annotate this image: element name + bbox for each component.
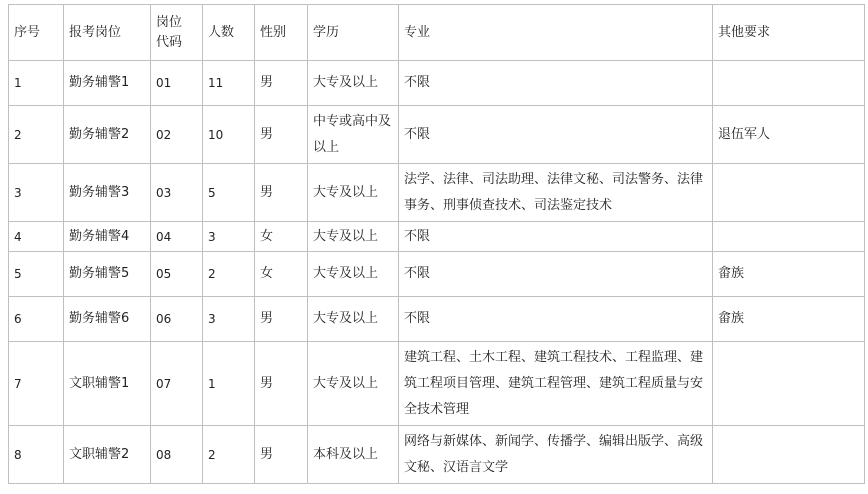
cell-count: 10 [203,106,255,164]
cell-count: 11 [203,61,255,106]
table-row [9,252,865,297]
header-cell-education: 学历 [308,5,399,61]
table-row [9,426,865,484]
cell-major: 不限 [399,61,713,106]
cell-index: 3 [9,164,64,222]
cell-position: 勤务辅警5 [64,252,151,297]
cell-position: 文职辅警1 [64,342,151,426]
cell-index: 6 [9,297,64,342]
cell-gender: 女 [255,222,308,252]
cell-gender: 男 [255,426,308,484]
table-row [9,342,865,426]
cell-education: 大专及以上 [308,342,399,426]
cell-education: 大专及以上 [308,222,399,252]
cell-code: 04 [151,222,203,252]
header-cell-major: 专业 [399,5,713,61]
cell-position: 勤务辅警3 [64,164,151,222]
cell-index: 5 [9,252,64,297]
cell-code: 05 [151,252,203,297]
cell-count: 2 [203,426,255,484]
header-cell-count: 人数 [203,5,255,61]
table-container [8,4,865,484]
cell-code: 03 [151,164,203,222]
header-cell-code: 岗位 代码 [151,5,203,61]
cell-major: 不限 [399,252,713,297]
cell-count: 3 [203,297,255,342]
cell-count: 2 [203,252,255,297]
header-cell-index: 序号 [9,5,64,61]
cell-position: 勤务辅警2 [64,106,151,164]
cell-other [713,342,865,426]
cell-other [713,222,865,252]
cell-other [713,61,865,106]
cell-index: 8 [9,426,64,484]
cell-education: 大专及以上 [308,297,399,342]
table-row [9,106,865,164]
cell-position: 勤务辅警4 [64,222,151,252]
cell-count: 1 [203,342,255,426]
cell-count: 3 [203,222,255,252]
cell-gender: 男 [255,342,308,426]
cell-position: 勤务辅警6 [64,297,151,342]
cell-code: 06 [151,297,203,342]
cell-position: 勤务辅警1 [64,61,151,106]
header-cell-other: 其他要求 [713,5,865,61]
cell-gender: 男 [255,61,308,106]
cell-index: 4 [9,222,64,252]
header-cell-gender: 性别 [255,5,308,61]
cell-index: 2 [9,106,64,164]
table-row [9,297,865,342]
cell-code: 08 [151,426,203,484]
cell-education: 大专及以上 [308,164,399,222]
cell-major: 不限 [399,222,713,252]
cell-other [713,426,865,484]
recruitment-table [8,4,865,484]
cell-education: 大专及以上 [308,61,399,106]
cell-major: 不限 [399,297,713,342]
table-row [9,61,865,106]
cell-education: 本科及以上 [308,426,399,484]
cell-other: 畲族 [713,297,865,342]
cell-gender: 男 [255,164,308,222]
cell-index: 7 [9,342,64,426]
header-cell-position: 报考岗位 [64,5,151,61]
cell-gender: 男 [255,106,308,164]
cell-education: 大专及以上 [308,252,399,297]
table-row [9,222,865,252]
cell-other [713,164,865,222]
cell-gender: 女 [255,252,308,297]
table-row [9,164,865,222]
cell-other: 退伍军人 [713,106,865,164]
cell-code: 02 [151,106,203,164]
cell-code: 01 [151,61,203,106]
cell-major: 不限 [399,106,713,164]
cell-major: 网络与新媒体、新闻学、传播学、编辑出版学、高级文秘、汉语言文学 [399,426,713,484]
cell-code: 07 [151,342,203,426]
cell-index: 1 [9,61,64,106]
cell-other: 畲族 [713,252,865,297]
table-header-row [9,5,865,61]
cell-position: 文职辅警2 [64,426,151,484]
cell-major: 法学、法律、司法助理、法律文秘、司法警务、法律事务、刑事侦查技术、司法鉴定技术 [399,164,713,222]
cell-education: 中专或高中及以上 [308,106,399,164]
cell-gender: 男 [255,297,308,342]
cell-count: 5 [203,164,255,222]
cell-major: 建筑工程、土木工程、建筑工程技术、工程监理、建筑工程项目管理、建筑工程管理、建筑工程质量与安全技术管理 [399,342,713,426]
